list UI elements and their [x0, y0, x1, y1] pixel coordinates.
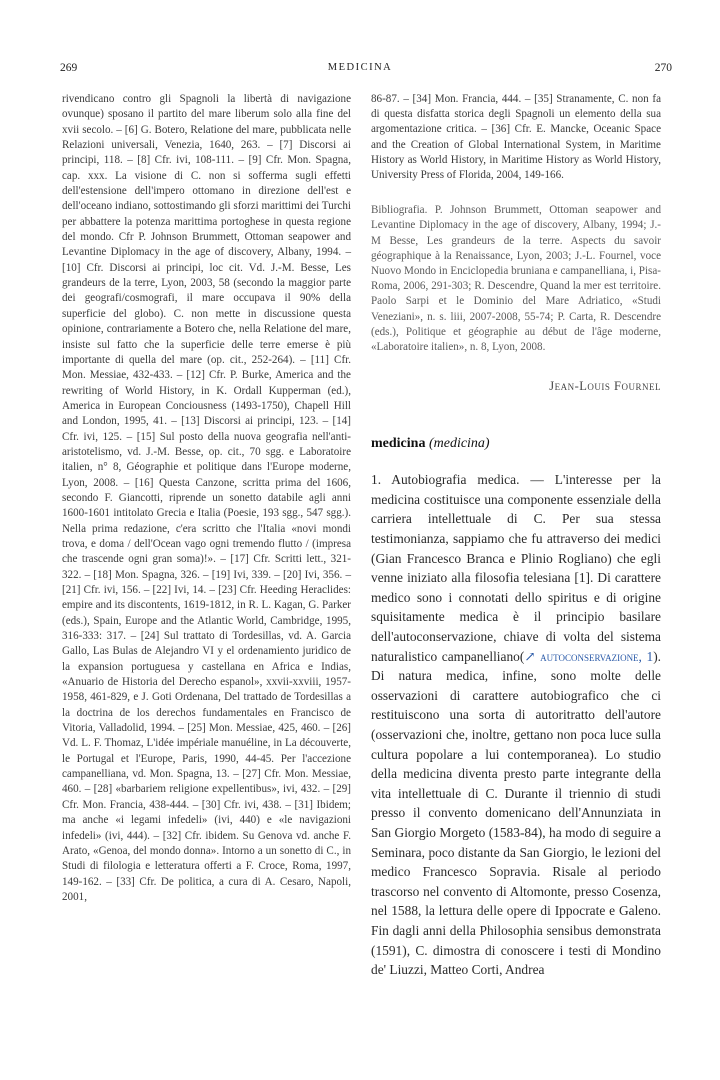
- entry-body-part2: ). Di natura medica, infine, sono molte delle osservazioni di carattere autobiografico che ci restituiscono una sorta di autoritratto dell'autore (osservazioni che, inoltre, gettano non poca luce sulla cultura popolare a lui contemporanea). Lo studio della medicina diventa presto parte integrante della vita intellettuale di C. Durante il triennio di studi presso il convento domenicano dell'Annunziata in San Giorgio Morgeto (1583-84), ha modo di seguire a Seminara, poco distante da San Giorgio, le lezioni del medico Francesco Sopravia. Risale al periodo trascorso nel convento di Altomonte, presso Cosenza, nel 1588, la lettura delle opere di Ippocrate e Galeno. Fin dagli anni della Philosophia sensibus demonstrata (1591), C. dimostra di conoscere i testi di Mondino de' Liuzzi, Matteo Corti, Andrea: [371, 648, 661, 978]
- entry-heading: [371, 436, 661, 452]
- page-number-left: 269: [60, 62, 78, 74]
- entry-term: medicina: [371, 436, 426, 452]
- right-column: [371, 92, 661, 980]
- left-column: [62, 92, 351, 905]
- entry-body: [371, 470, 661, 979]
- footnotes-continued: rivendicano contro gli Spagnoli la libertà di navigazione ovunque) sposano il partito del mare liberum solo alla fine del xvii secolo. – [6] G. Botero, Relatione del mare, pubblicata nelle Relazioni universali, Venezia, 1640, 263. – [7] Discorsi ai principi, 118. – [8] Cfr. ivi, 108-111. – [9] Cfr. Mon. Spagna, cap. xxx. La visione di C. non si sofferma sugli effetti dell'estensione dell'impero ottomano in direzione dell'est e dell'oceano indiano, sottostimando gli sforzi marittimi dei Turchi per abbattere la potenza marittima portoghese in questa regione del mondo. Cfr P. Johnson Brummett, Ottoman seapower and Levantine Diplomacy in the age of discovery, Albany, 1994. – [10] Cfr. Discorsi ai principi, loc cit. Vd. J.-M. Besse, Les grandeurs de la terre, Lyon, 2003, 58 (secondo la maggior parte dei geografi/cosmografi, il mare occupava il 90% della superficie del globo). C. non mette in discussione questa opinione, contrariamente a Botero che, nella Relatione del mare, insiste sul fatto che la superficie delle terre emerse è più importante di quella del mare (op. cit., 252-264). – [11] Cfr. Mon. Messiae, 432-433. – [12] Cfr. P. Burke, America and the rewriting of World History, in K. Ordall Kupperman (ed.), America in European Conciousness (1493-1750), Chapell Hill and London, 1995, 41. – [13] Discorsi ai principi, 123. – [14] Cfr. ivi, 125. – [15] Sul posto della nuova geografia nell'anti-aristotelismo, vd. J.-M. Besse, op. cit., 70 sgg. e Laboratoire italien, n° 8, Géographie et politique dans l'Europe moderne, Lyon, 2008. – [16] Questa Canzone, scritta prima del 1606, secondo F. Giancotti, riprende un sonetto databile agli anni 1600-1601 intitolato Grecia e Italia (Poesie, 193 sgg., 547 sgg.). Nella prima redazione, c'era scritto che l'Italia «novi mondi trova, e doma / dell'Ocean vago ogni tremendo flutto / (impresa che trascende ogni gran soma)!». – [17] Cfr. Scritti lett., 321-322. – [18] Mon. Spagna, 326. – [19] Ivi, 339. – [20] Ivi, 356. – [21] Cfr. ivi, 156. – [22] Ivi, 14. – [23] Cfr. Heeding Heraclides: empire and its discontents, 1619-1812, in R. L. Kagan, G. Parker (eds.), Spain, Europe and the Atlantic World, Cambridge, 1995, 316-333: 317. – [24] Sul trattato di Tordesillas, vd. A. Garcia Gallo, Las Bulas de Alejandro VI y el ordenamiento juridico de la expansion portuguesa y castellana en Africa e Indias, «Anuario de Historia del Derecho espanol», xxvii-xxviii, 1957-1958, 461-829, e J. Goti Ordenana, Del trattado de Tordesillas a la doctrina de los derechos fundamentales en Francisco de Vitoria, Valladolid, 1994. – [25] Mon. Messiae, 425, 460. – [26] Vd. L. F. Thomaz, L'idée impériale manuéline, in La découverte, le Portugal et l'Europe, Paris, 1990, 44-45. Per l'accezione campanelliana, vd. Mon. Spagna, 13. – [27] Cfr. Mon. Messiae, 460. – [28] «barbariem religione expellentibus», ivi, 432. – [29] Cfr. Mon. Francia, 438-444. – [30] Cfr. ivi, 438. – [31] Ibidem; ma anche «i legami infedeli» (ivi, 440) e «le navigazioni infedeli» (ivi, 444). – [32] Cfr. ibidem. Su Genova vd. anche F. Arato, «Genoa, del mondo donna». Intorno a un sonetto di C., in Studi di filologia e letteratura offerti a F. Croce, Roma, 1997, 149-162. – [33] Cfr. De politica, a cura di A. Cesaro, Napoli, 2001,: [62, 93, 351, 903]
- page-number-right: 270: [654, 62, 672, 74]
- running-title: MEDICINA: [327, 62, 393, 73]
- entry-variant: (medicina): [428, 436, 490, 452]
- cross-reference-link[interactable]: ↗ autoconservazione, 1: [524, 648, 654, 664]
- author-signature: Jean-Louis Fournel: [549, 379, 661, 394]
- footnotes-end: 86-87. – [34] Mon. Francia, 444. – [35] Stranamente, C. non fa di questa disfatta storica degli Spagnoli un elemento della sua argomentazione critica. – [36] Cfr. E. Mancke, Oceanic Space and the Creation of Global International System, in Maritime History as World History, in Maritime History as World History, University Press of Florida, 2004, 149-166.: [371, 93, 661, 182]
- bibliography: Bibliografia. P. Johnson Brummett, Ottoman seapower and Levantine Diplomacy in the age of discovery, Albany, 1994; J.-M Besse, Les grandeurs de la terre. Aspects du savoir géographique à la Renaissance, Lyon, 2003; J.-L. Fournel, voce Nuovo Mondo in Enciclopedia bruniana e campanelliana, i, Pisa-Roma, 2006, 291-303; R. Descendre, Quand la mer est territoire. Paolo Sarpi et le Dominio del Mare Adriatico, «Studi Veneziani», n. s. liii, 2007-2008, 55-74; P. Carta, R. Descendre (eds.), Politique et géographie au début de l'âge moderne, «Laboratoire italien», n. 8, Lyon, 2008.: [371, 204, 661, 354]
- entry-body-part1: 1. Autobiografia medica. — L'interesse per la medicina costituisce una componente essenziale della carriera intellettuale di C. Per sua stessa testimonianza, sappiamo che fu attraverso dei medici (Gian Francesco Branca e Plinio Rogliano) che egli venne iniziato alla filosofia telesiana [1]. Di carattere medico sono i connotati dello spiritus e di origine squisitamente medica è il principio basilare dell'autoconservazione, chiave di volta del sistema naturalistico campanelliano(: [371, 472, 661, 664]
